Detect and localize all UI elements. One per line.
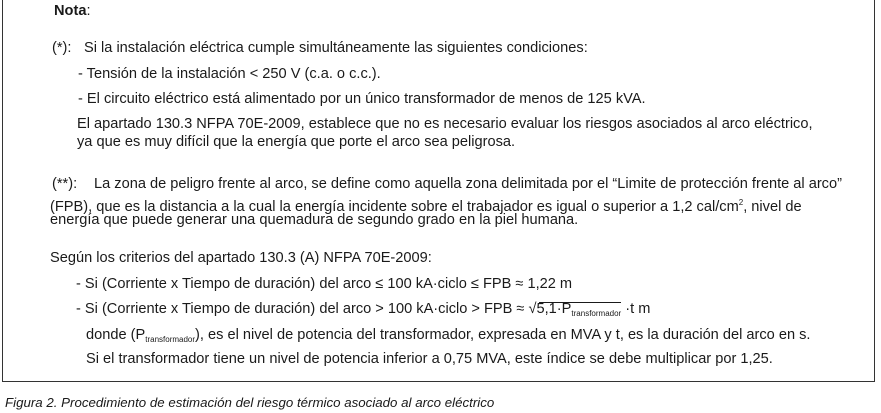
where-prefix: donde (P: [86, 327, 146, 343]
figure-caption: Figura 2. Procedimiento de estimación del riesgo térmico asociado al arco eléctrico: [5, 395, 495, 410]
note-title-colon: :: [86, 3, 91, 19]
rule2-suffix: ·t m: [625, 301, 651, 317]
note1-condition-2: - El circuito eléctrico está alimentado por un único transformador de menos de 125 kVA.: [78, 91, 646, 107]
where-rest: ), es el nivel de potencia del transformador, expresada en MVA y t, es la duración del arco en s.: [195, 327, 811, 343]
note2-line-2-end: , nivel de: [743, 199, 802, 215]
criteria-intro: Según los criterios del apartado 130.3 (A) NFPA 70E-2009:: [50, 250, 432, 266]
criteria-where-line-1: [86, 327, 810, 348]
note1-conclusion-line-2: ya que es muy difícil que la energía que porte el arco sea peligrosa.: [77, 134, 516, 150]
sqrt-symbol: √: [528, 301, 537, 317]
note2-superscript: 2: [738, 198, 744, 207]
note-title: Nota: [54, 3, 87, 19]
rule2-subscript: transformador: [571, 309, 622, 318]
criteria-where-line-2: Si el transformador tiene un nivel de potencia inferior a 0,75 MVA, este índice se debe multiplicar por 1,25.: [86, 351, 773, 367]
rule2-prefix: - Si (Corriente x Tiempo de duración) del arco > 100 kA·ciclo > FPB ≈: [76, 301, 529, 317]
note1-marker: (*):: [52, 40, 72, 56]
rule2-root-expression: [529, 301, 626, 322]
note-heading: [54, 3, 91, 20]
criteria-rule-2: [76, 301, 650, 322]
note2-line-3: energía que puede generar una quemadura de segundo grado en la piel humana.: [50, 212, 579, 228]
note1-condition-1: - Tensión de la instalación < 250 V (c.a. o c.c.).: [78, 66, 381, 82]
note1-conclusion-line-1: El apartado 130.3 NFPA 70E-2009, establece que no es necesario evaluar los riesgos asociados al arco eléctrico,: [77, 116, 813, 132]
note1-intro: Si la instalación eléctrica cumple simultáneamente las siguientes condiciones:: [84, 40, 588, 56]
rule2-radicand: 5,1·P: [536, 301, 572, 317]
criteria-rule-1: - Si (Corriente x Tiempo de duración) del arco ≤ 100 kA·ciclo ≤ FPB ≈ 1,22 m: [76, 276, 573, 292]
note2-line-2-text: (FPB), que es la distancia a la cual la energía incidente sobre el trabajador es igual o superior a 1,2 cal/cm: [50, 199, 739, 215]
note2-marker: (**):: [52, 176, 78, 192]
note2-line-1: La zona de peligro frente al arco, se define como aquella zona delimitada por el “Limite de protección frente al arco”: [94, 176, 842, 192]
sqrt-overline: [539, 302, 622, 303]
where-subscript: transformador: [145, 335, 196, 344]
